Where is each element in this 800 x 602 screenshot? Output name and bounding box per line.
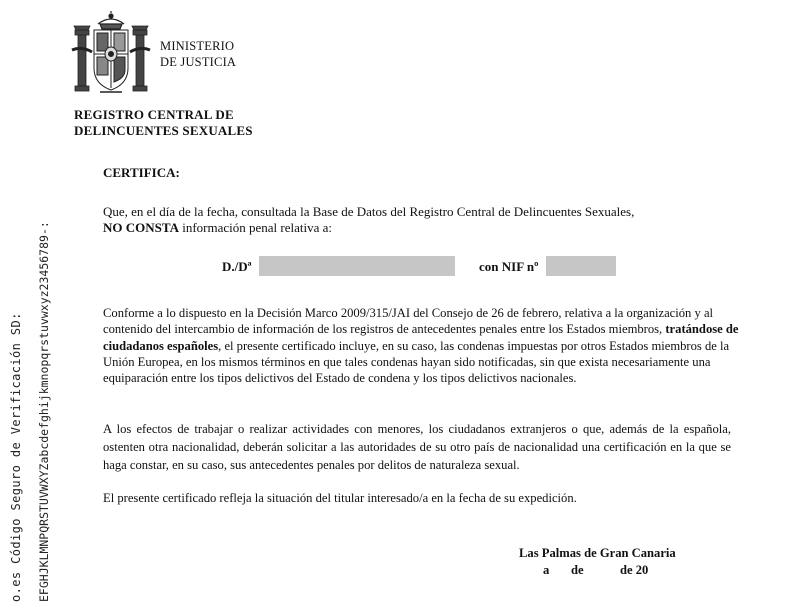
date-a: a (543, 563, 550, 577)
nif-label: con NIF nº (479, 259, 539, 274)
date-year: de 20 (620, 563, 649, 577)
nif-redacted (546, 256, 616, 276)
p2-end: , el presente certificado incluye, en su caso, las condenas impuestas por otros Estados miembros de la Unión Europea, en los mismos términos en que tales condenas hayan sido notificadas, sin que exista necesariamente una equiparación entre los tipos delictivos del Estado de condena y los tipos delictivos nacionales. (103, 338, 730, 386)
verification-code-line: o.es Código Seguro de Verificación SD: (9, 312, 23, 602)
certifica-heading: CERTIFICA: (103, 165, 180, 180)
framework-decision-paragraph (103, 305, 743, 386)
certificate-scope-paragraph: El presente certificado refleja la situación del titular interesado/a en la fecha de su expedición. (103, 491, 577, 505)
ministry-line-1: MINISTERIO (160, 39, 235, 53)
registry-line-2: DELINCUENTES SEXUALES (74, 123, 253, 138)
date-de: de (571, 563, 584, 577)
foreign-nationals-paragraph: A los efectos de trabajar o realizar actividades con menores, los ciudadanos extranjeros o que, además de la española, ostenten otra nacionalidad, deberán solicitar a las autoridades de su otro país de nacionalidad una certificación en la que se haga constar, en su caso, sus antecedentes penales por delitos de naturaleza sexual. (103, 422, 731, 472)
ministry-line-2: DE JUSTICIA (160, 55, 237, 69)
p2-bold: tratándose de ciudadanos españoles (103, 322, 739, 353)
no-record-paragraph (103, 204, 743, 236)
p1-text: Que, en el día de la fecha, consultada la Base de Datos del Registro Central de Delincuentes Sexuales, (103, 204, 635, 219)
coat-of-arms-icon (70, 10, 152, 100)
p1-rest: información penal relativa a: (178, 220, 333, 235)
p2-start: Conforme a lo dispuesto en la Decisión Marco 2009/315/JAI del Consejo de 26 de febrero, relativa a la organización y al contenido del intercambio de información de los registros de antecedentes penales entre los Estados miembros, (103, 306, 714, 337)
registry-line-1: REGISTRO CENTRAL DE (74, 107, 234, 122)
issue-place: Las Palmas de Gran Canaria (519, 546, 676, 560)
holder-name-redacted (259, 256, 455, 276)
issue-date (519, 563, 669, 581)
verification-charset-line: EFGHJKLMNPQRSTUVWXYZabcdefghijkmnopqrstuvwxyz23456789-: (37, 221, 51, 602)
p1-bold: NO CONSTA (103, 220, 179, 235)
registry-name (74, 107, 253, 139)
ministry-name (160, 38, 236, 70)
holder-name-label: D./Dª (222, 259, 252, 274)
